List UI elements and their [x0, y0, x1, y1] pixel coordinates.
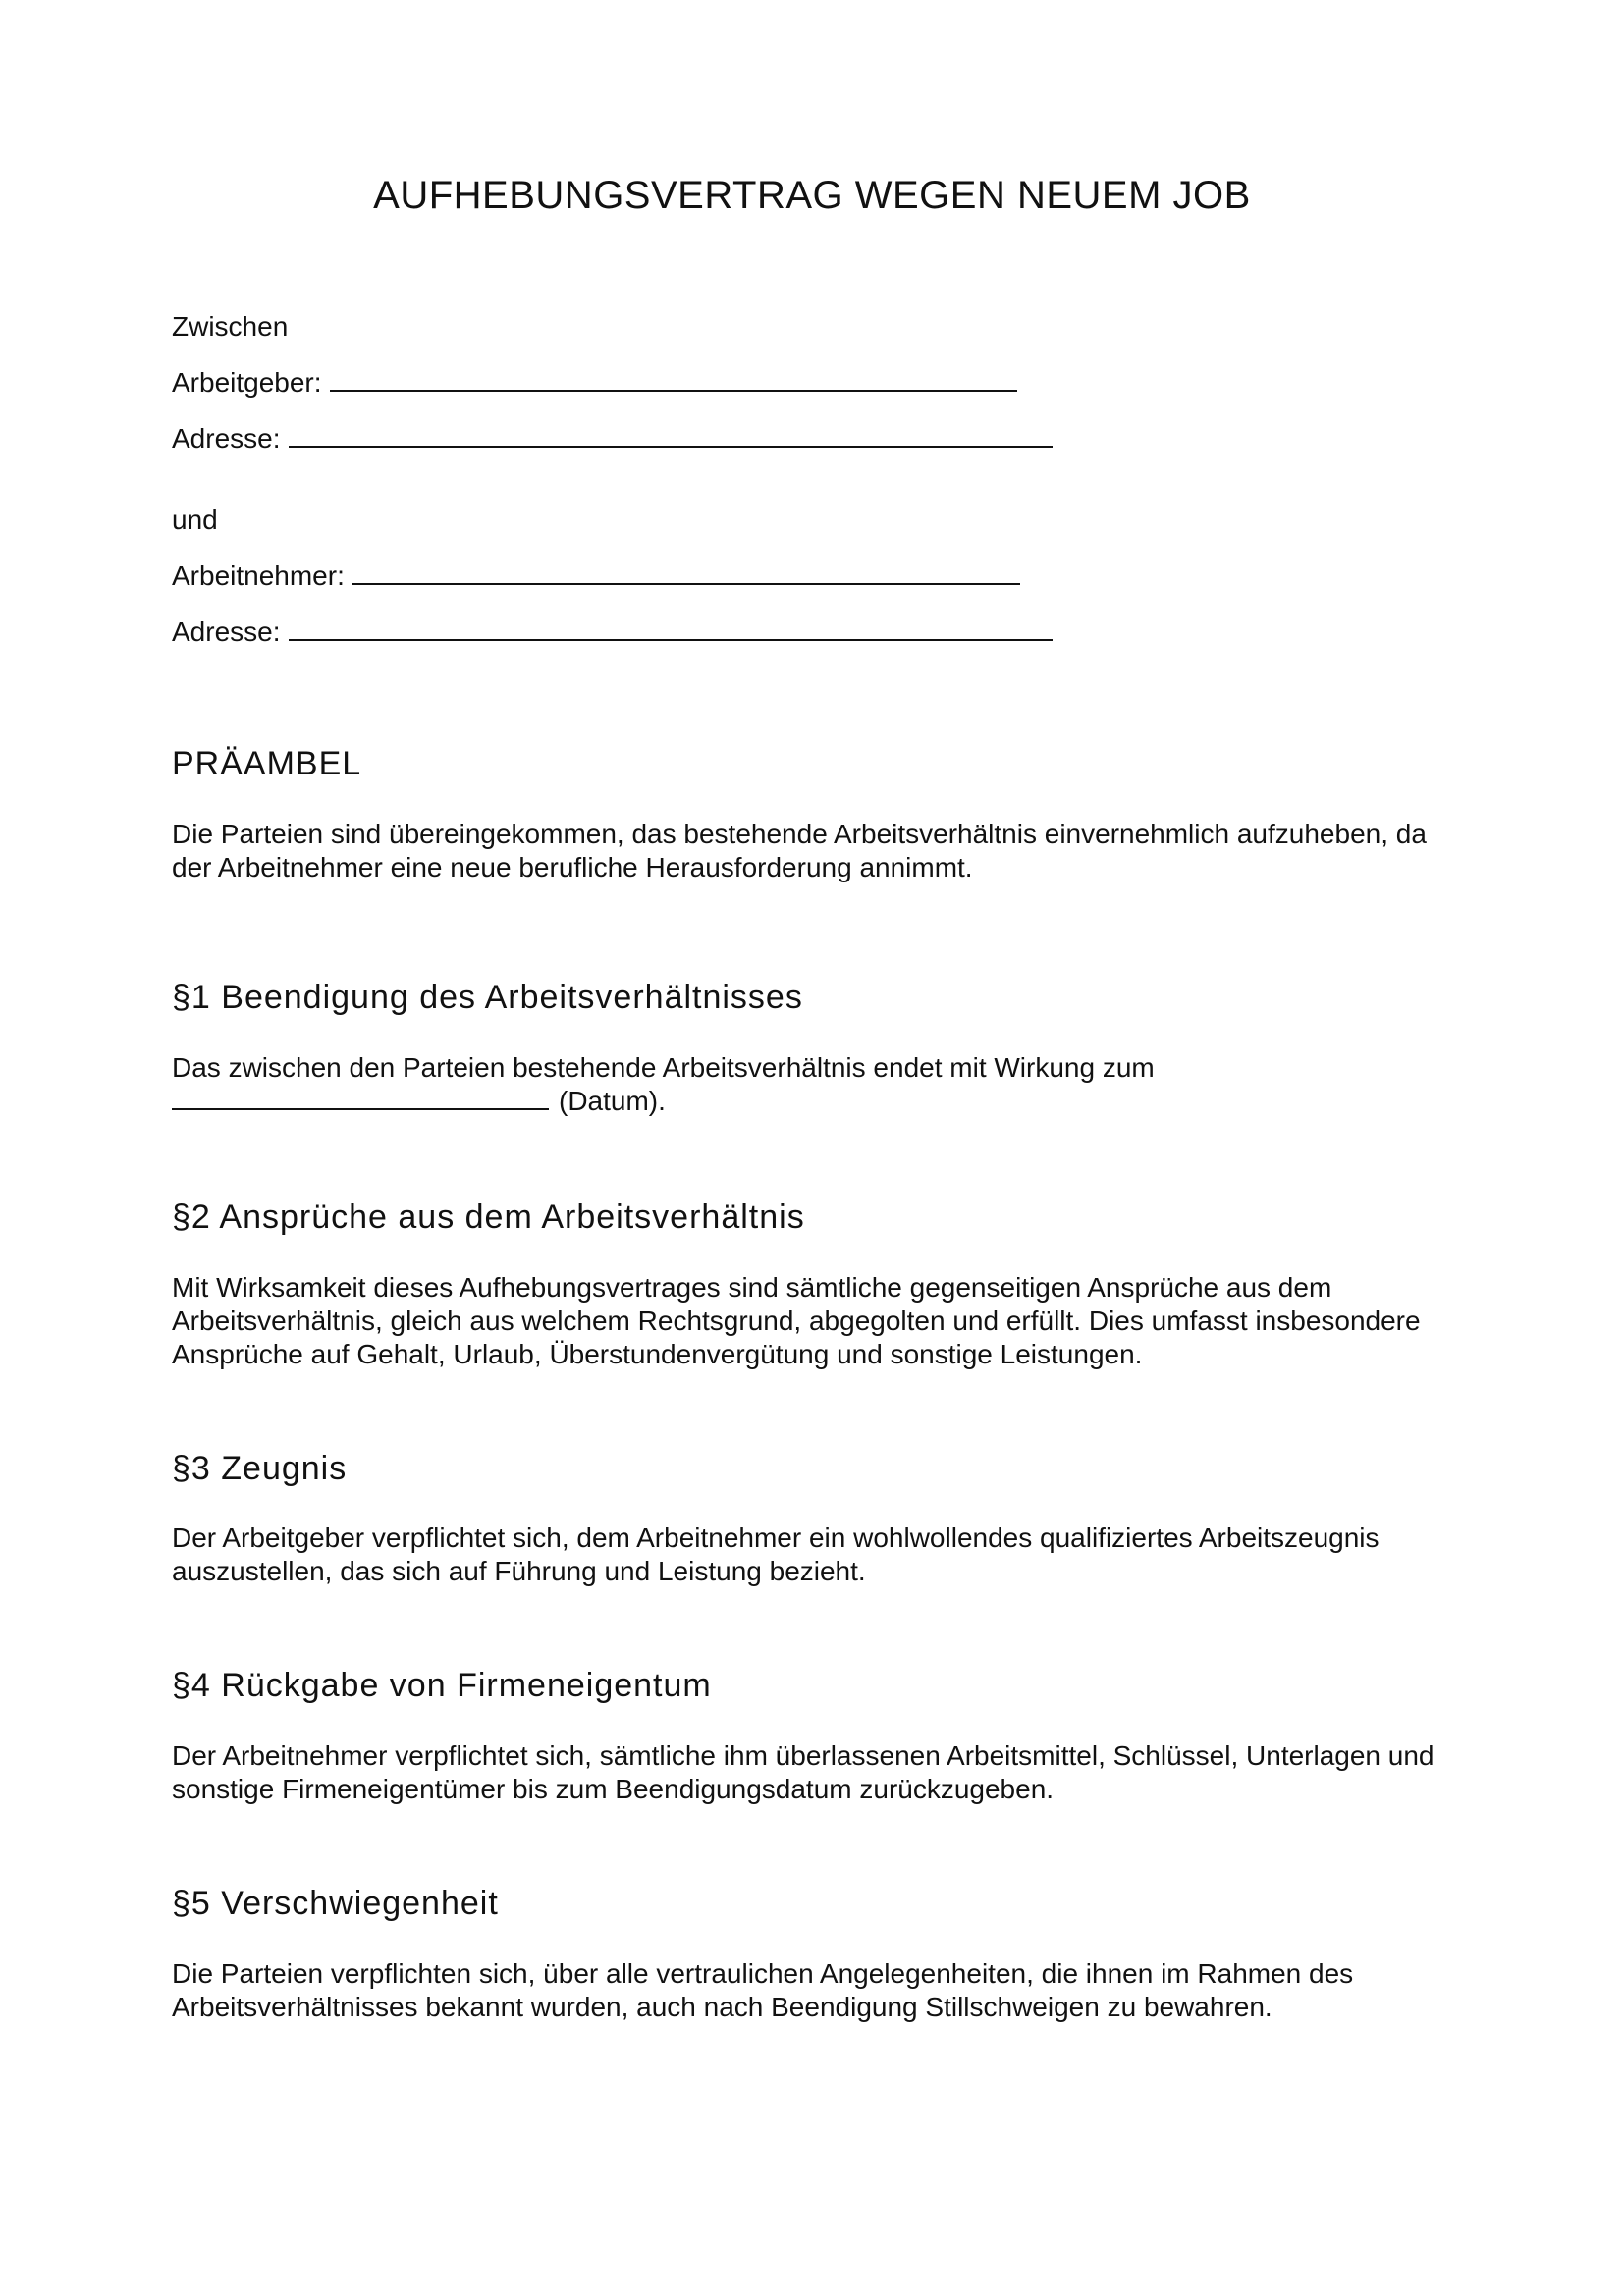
- preamble-heading: PRÄAMBEL: [172, 745, 362, 782]
- date-hint: (Datum).: [559, 1086, 666, 1116]
- employer-address-row: [172, 422, 1053, 455]
- employee-field[interactable]: [352, 560, 1020, 585]
- preamble-text: Die Parteien sind übereingekommen, das bestehende Arbeitsverhältnis einvernehmlich aufzuheben, da der Arbeitnehmer eine neue berufliche Herausforderung annimmt.: [172, 819, 1427, 882]
- employer-address-field[interactable]: [289, 422, 1053, 448]
- section-2-text: Mit Wirksamkeit dieses Aufhebungsvertrages sind sämtliche gegenseitigen Ansprüche aus dem Arbeitsverhältnis, gleich aus welchem Rechtsgrund, abgegolten und erfüllt. Dies umfasst insbesondere Ansprüche auf Gehalt, Urlaub, Überstundenvergütung und sonstige Leistungen.: [172, 1272, 1421, 1369]
- section-3-heading: §3 Zeugnis: [172, 1450, 348, 1487]
- section-5-heading: §5 Verschwiegenheit: [172, 1885, 499, 1922]
- and-label: und: [172, 505, 218, 535]
- employer-row: [172, 366, 1017, 400]
- section-1-text: [172, 1051, 1468, 1118]
- section-1-heading: §1 Beendigung des Arbeitsverhältnisses: [172, 979, 803, 1016]
- employee-row: [172, 560, 1020, 593]
- employee-address-label: Adresse:: [172, 616, 281, 647]
- employee-label: Arbeitnehmer:: [172, 561, 345, 591]
- employee-address-field[interactable]: [289, 615, 1053, 641]
- section-1-body: Das zwischen den Parteien bestehende Arbeitsverhältnis endet mit Wirkung zum: [172, 1052, 1155, 1083]
- document-title: AUFHEBUNGSVERTRAG WEGEN NEUEM JOB: [373, 174, 1251, 217]
- employer-address-label: Adresse:: [172, 423, 281, 454]
- section-5-text: Die Parteien verpflichten sich, über alle vertraulichen Angelegenheiten, die ihnen im Rahmen des Arbeitsverhältnisses bekannt wurden, auch nach Beendigung Stillschweigen zu bewahren.: [172, 1958, 1354, 2022]
- section-4-heading: §4 Rückgabe von Firmeneigentum: [172, 1667, 712, 1704]
- section-3-text: Der Arbeitgeber verpflichtet sich, dem Arbeitnehmer ein wohlwollendes qualifiziertes Arbeitszeugnis auszustellen, das sich auf Führung und Leistung bezieht.: [172, 1522, 1380, 1586]
- employer-field[interactable]: [330, 366, 1017, 392]
- employer-label: Arbeitgeber:: [172, 367, 322, 398]
- end-date-field[interactable]: [172, 1085, 549, 1110]
- between-label: Zwischen: [172, 311, 289, 342]
- employee-address-row: [172, 615, 1053, 649]
- section-4-text: Der Arbeitnehmer verpflichtet sich, sämtliche ihm überlassenen Arbeitsmittel, Schlüssel, Unterlagen und sonstige Firmeneigentümer bis zum Beendigungsdatum zurückzugeben.: [172, 1740, 1435, 1804]
- section-2-heading: §2 Ansprüche aus dem Arbeitsverhältnis: [172, 1199, 805, 1236]
